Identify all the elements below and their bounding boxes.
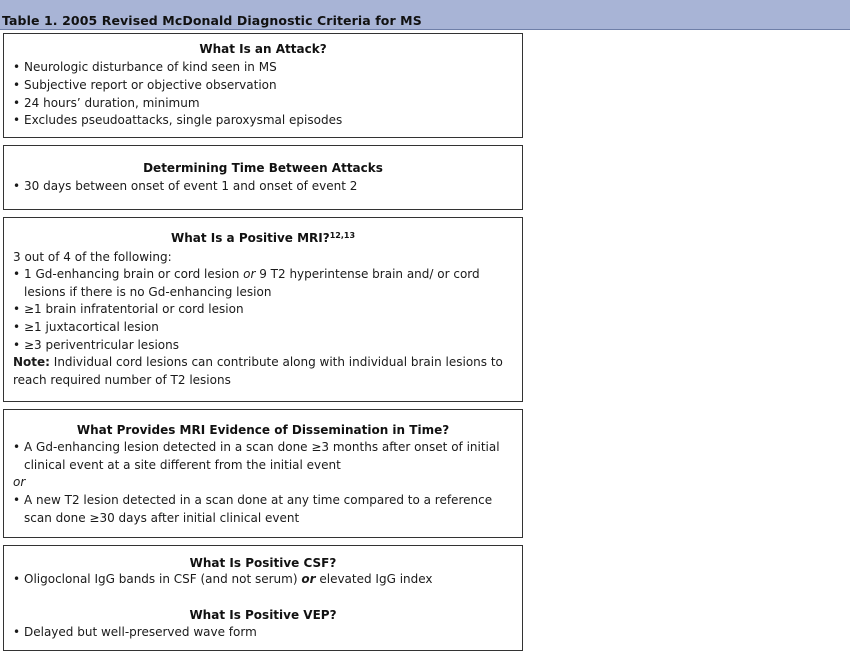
mri-note-continuation: reach required number of T2 lesions [13,373,231,387]
time-between-attacks-section [3,145,523,210]
list-item: • 1 Gd-enhancing brain or cord lesion or 9 T2 hyperintense brain and/ or cord [13,267,480,281]
list-item: • Oligoclonal IgG bands in CSF (and not serum) or elevated IgG index [13,572,433,586]
dissemination-title: What Provides MRI Evidence of Dissemination in Time? [76,423,450,437]
note-label: Note: [13,355,50,369]
vep-title: What Is Positive VEP? [189,608,337,622]
list-item-continuation: lesions if there is no Gd-enhancing lesion [24,285,272,299]
bullet-icon: • [13,267,21,281]
bullet-icon: • [13,78,21,92]
list-item: • Excludes pseudoattacks, single paroxysmal episodes [13,113,343,127]
list-item: • ≥1 brain infratentorial or cord lesion [13,302,244,316]
mri-intro: 3 out of 4 of the following: [13,250,172,264]
list-item: • ≥3 periventricular lesions [13,338,179,352]
table-header-bar [0,0,850,30]
bullet-icon: • [13,60,21,74]
csf-title: What Is Positive CSF? [189,556,337,570]
csf-vep-section [3,545,523,651]
attack-section [3,33,523,138]
dissemination-in-time-section [3,409,523,538]
bullet-icon: • [13,338,21,352]
bullet-icon: • [13,493,21,507]
mri-note: Note: Individual cord lesions can contribute along with individual brain lesions to [13,355,503,369]
bullet-icon: • [13,179,21,193]
attack-title: What Is an Attack? [199,42,327,56]
list-item: • A Gd-enhancing lesion detected in a scan done ≥3 months after onset of initial [13,440,500,454]
bullet-icon: • [13,572,21,586]
table-title: Table 1. 2005 Revised McDonald Diagnostic Criteria for MS [2,13,422,28]
list-item: • Subjective report or objective observation [13,78,277,92]
positive-mri-section [3,217,523,402]
list-item-continuation: clinical event at a site different from the initial event [24,458,341,472]
mri-title: What Is a Positive MRI?$^{12,13}$ [170,231,356,245]
bullet-icon: • [13,625,21,639]
bullet-icon: • [13,320,21,334]
or-separator: or [13,475,26,489]
list-item-continuation: scan done ≥30 days after initial clinical event [24,511,300,525]
list-item: • 24 hours’ duration, minimum [13,96,200,110]
bullet-icon: • [13,302,21,316]
time-title: Determining Time Between Attacks [143,161,383,175]
list-item: • Delayed but well-preserved wave form [13,625,257,639]
bullet-icon: • [13,440,21,454]
list-item: • A new T2 lesion detected in a scan done at any time compared to a reference [13,493,493,507]
bullet-icon: • [13,96,21,110]
list-item: • 30 days between onset of event 1 and onset of event 2 [13,179,358,193]
bullet-icon: • [13,113,21,127]
list-item: • ≥1 juxtacortical lesion [13,320,159,334]
mri-title-superscript: 12,13 [329,231,356,240]
list-item: • Neurologic disturbance of kind seen in MS [13,60,277,74]
